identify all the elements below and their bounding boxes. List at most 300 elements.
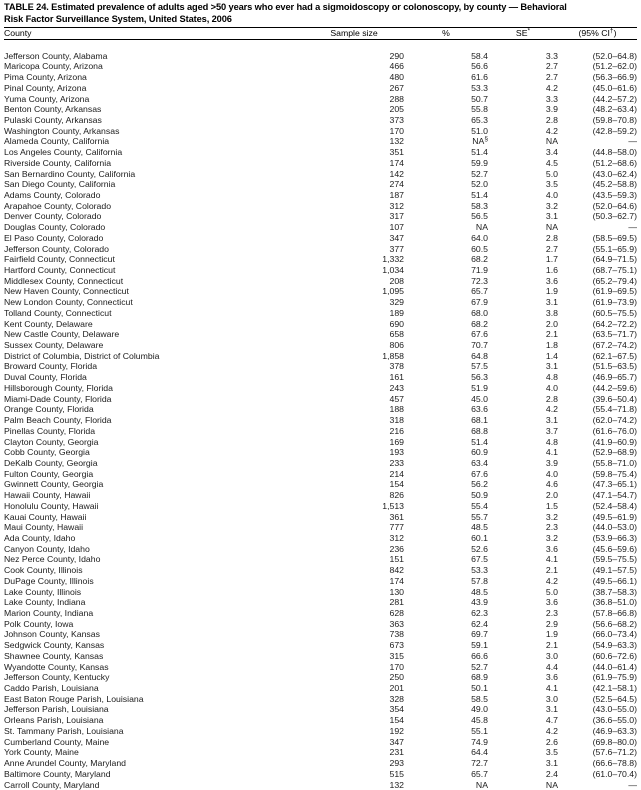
- cell-county: [4, 640, 304, 651]
- cell-county: [4, 608, 304, 619]
- cell-se-value: 4.1: [546, 447, 558, 457]
- cell-sample-size: [304, 265, 404, 276]
- cell-percent-value: 51.9: [471, 383, 488, 393]
- cell-sample-size: [304, 297, 404, 308]
- cell-se: [488, 179, 558, 190]
- cell-se-value: 3.1: [546, 758, 558, 768]
- cell-percent: [404, 265, 488, 276]
- cell-county-value: Marion County, Indiana: [4, 608, 93, 618]
- table-row: [4, 758, 637, 769]
- cell-se-value: 3.1: [546, 361, 558, 371]
- cell-percent: [404, 715, 488, 726]
- table-row: [4, 437, 637, 448]
- cell-ci-value: (44.2–59.6): [593, 383, 637, 393]
- cell-county: [4, 554, 304, 565]
- cell-county: [4, 512, 304, 523]
- cell-ci: [558, 447, 637, 458]
- cell-sample-size-value: 236: [390, 544, 405, 554]
- cell-se-value: 3.7: [546, 426, 558, 436]
- cell-county: [4, 704, 304, 715]
- table-row: [4, 179, 637, 190]
- table-row: [4, 233, 637, 244]
- cell-se-value: 2.1: [546, 565, 558, 575]
- cell-ci-value: (56.3–66.9): [593, 72, 637, 82]
- cell-county-value: Cook County, Illinois: [4, 565, 83, 575]
- cell-percent-value: 62.3: [471, 608, 488, 618]
- cell-percent-value: 65.7: [471, 769, 488, 779]
- cell-se-value: 1.9: [546, 286, 558, 296]
- cell-percent: [404, 115, 488, 126]
- cell-se-value: 1.6: [546, 265, 558, 275]
- cell-percent: [404, 211, 488, 222]
- cell-percent-value: 71.9: [471, 265, 488, 275]
- cell-ci: [558, 179, 637, 190]
- cell-percent-value: 52.0: [471, 179, 488, 189]
- cell-county: [4, 383, 304, 394]
- cell-se: [488, 233, 558, 244]
- cell-ci-value: (59.5–75.5): [593, 554, 637, 564]
- cell-percent: [404, 147, 488, 158]
- cell-county: [4, 276, 304, 287]
- cell-ci: [558, 254, 637, 265]
- cell-sample-size: [304, 469, 404, 480]
- cell-county: [4, 683, 304, 694]
- cell-sample-size: [304, 512, 404, 523]
- cell-percent: [404, 308, 488, 319]
- cell-ci-value: (47.3–65.1): [593, 479, 637, 489]
- table-row: [4, 608, 637, 619]
- cell-county-value: DuPage County, Illinois: [4, 576, 94, 586]
- cell-county-value: New London County, Connecticut: [4, 297, 133, 307]
- cell-percent-value: 56.5: [471, 211, 488, 221]
- table-row: [4, 672, 637, 683]
- cell-se-value: 4.7: [546, 715, 558, 725]
- table-row: [4, 265, 637, 276]
- cell-county-value: Maricopa County, Arizona: [4, 61, 103, 71]
- table-title-line2: Risk Factor Surveillance System, United States, 2006: [4, 14, 232, 24]
- cell-sample-size-value: 466: [390, 61, 405, 71]
- cell-sample-size-value: 154: [390, 479, 405, 489]
- cell-sample-size-value: 315: [390, 651, 405, 661]
- cell-sample-size-value: 170: [390, 126, 405, 136]
- cell-percent: [404, 780, 488, 790]
- table-row: [4, 780, 637, 790]
- cell-county: [4, 297, 304, 308]
- cell-se-value: 3.9: [546, 458, 558, 468]
- cell-ci-value: (61.6–76.0): [593, 426, 637, 436]
- cell-se-value: 4.2: [546, 126, 558, 136]
- cell-sample-size: [304, 308, 404, 319]
- cell-ci-value: (59.8–75.4): [593, 469, 637, 479]
- cell-se-value: 2.0: [546, 319, 558, 329]
- cell-ci: [558, 747, 637, 758]
- cell-percent: [404, 383, 488, 394]
- cell-sample-size: [304, 394, 404, 405]
- cell-percent-value: 70.7: [471, 340, 488, 350]
- cell-se-value: 3.2: [546, 533, 558, 543]
- cell-se-value: 2.8: [546, 394, 558, 404]
- cell-county: [4, 190, 304, 201]
- cell-county-value: Honolulu County, Hawaii: [4, 501, 98, 511]
- cell-county: [4, 244, 304, 255]
- cell-sample-size-value: 233: [390, 458, 405, 468]
- cell-ci: [558, 769, 637, 780]
- cell-ci: [558, 329, 637, 340]
- table-row: [4, 469, 637, 480]
- cell-county-value: Maui County, Hawaii: [4, 522, 83, 532]
- cell-county-value: Sussex County, Delaware: [4, 340, 103, 350]
- cell-se-value: 4.0: [546, 383, 558, 393]
- cell-percent-value: 56.3: [471, 372, 488, 382]
- cell-sample-size-value: 373: [390, 115, 405, 125]
- cell-se-value: 2.9: [546, 619, 558, 629]
- cell-ci: [558, 737, 637, 748]
- cell-percent: [404, 437, 488, 448]
- cell-se: [488, 629, 558, 640]
- cell-sample-size: [304, 244, 404, 255]
- cell-county-value: Lake County, Indiana: [4, 597, 85, 607]
- cell-ci: [558, 211, 637, 222]
- cell-county: [4, 747, 304, 758]
- cell-sample-size-value: 267: [390, 83, 405, 93]
- cell-ci: [558, 319, 637, 330]
- cell-ci: [558, 672, 637, 683]
- cell-sample-size-value: 658: [390, 329, 405, 339]
- cell-county: [4, 115, 304, 126]
- cell-sample-size-value: 205: [390, 104, 405, 114]
- cell-sample-size: [304, 704, 404, 715]
- cell-sample-size: [304, 404, 404, 415]
- cell-percent: [404, 479, 488, 490]
- cell-ci-value: (66.0–73.4): [593, 629, 637, 639]
- cell-percent: [404, 769, 488, 780]
- cell-percent: [404, 672, 488, 683]
- cell-sample-size-value: 347: [390, 737, 405, 747]
- cell-se: [488, 426, 558, 437]
- cell-county-value: York County, Maine: [4, 747, 79, 757]
- cell-se-value: 1.5: [546, 501, 558, 511]
- cell-se: [488, 329, 558, 340]
- column-header-sample-size: Sample size: [304, 28, 404, 39]
- cell-ci-value: (50.3–62.7): [593, 211, 637, 221]
- cell-percent-value: 51.4: [471, 190, 488, 200]
- cell-ci: [558, 651, 637, 662]
- cell-se-value: 2.3: [546, 522, 558, 532]
- cell-sample-size-value: 1,034: [382, 265, 404, 275]
- table-row: [4, 651, 637, 662]
- cell-se-value: NA: [546, 136, 558, 146]
- cell-percent-value: 56.2: [471, 479, 488, 489]
- cell-county-value: Adams County, Colorado: [4, 190, 100, 200]
- table-row: [4, 351, 637, 362]
- cell-county-value: Pima County, Arizona: [4, 72, 87, 82]
- cell-sample-size-value: 161: [390, 372, 405, 382]
- cell-se-value: 4.8: [546, 437, 558, 447]
- column-header-county: County: [4, 28, 304, 39]
- cell-se-value: 2.7: [546, 72, 558, 82]
- table-row: [4, 286, 637, 297]
- cell-county-value: Kauai County, Hawaii: [4, 512, 86, 522]
- cell-ci: [558, 629, 637, 640]
- cell-county: [4, 672, 304, 683]
- cell-county: [4, 533, 304, 544]
- cell-se-value: 2.6: [546, 737, 558, 747]
- prevalence-table: [4, 28, 637, 39]
- cell-sample-size-value: 250: [390, 672, 405, 682]
- cell-county-value: East Baton Rouge Parish, Louisiana: [4, 694, 144, 704]
- cell-se: [488, 254, 558, 265]
- cell-se-value: 1.9: [546, 629, 558, 639]
- cell-sample-size-value: 378: [390, 361, 405, 371]
- cell-se-value: 4.1: [546, 554, 558, 564]
- cell-ci: [558, 469, 637, 480]
- cell-percent-value: 72.3: [471, 276, 488, 286]
- cell-county-value: Alameda County, California: [4, 136, 109, 146]
- table-spacer-row: [4, 40, 637, 51]
- cell-county: [4, 265, 304, 276]
- cell-county-value: Washington County, Arkansas: [4, 126, 119, 136]
- cell-percent: [404, 351, 488, 362]
- table-row: [4, 104, 637, 115]
- cell-sample-size: [304, 479, 404, 490]
- cell-ci-value: (46.9–65.7): [593, 372, 637, 382]
- table-row: [4, 533, 637, 544]
- cell-percent-value: 65.3: [471, 115, 488, 125]
- cell-se: [488, 672, 558, 683]
- column-header-ci-footnote: †: [610, 28, 614, 35]
- cell-percent-value: 61.6: [471, 72, 488, 82]
- cell-county: [4, 158, 304, 169]
- cell-ci: [558, 383, 637, 394]
- cell-ci: [558, 458, 637, 469]
- cell-county-value: Canyon County, Idaho: [4, 544, 90, 554]
- cell-sample-size-value: 231: [390, 747, 405, 757]
- table-row: [4, 147, 637, 158]
- cell-sample-size: [304, 94, 404, 105]
- cell-sample-size-value: 673: [390, 640, 405, 650]
- cell-ci: [558, 587, 637, 598]
- cell-sample-size: [304, 115, 404, 126]
- cell-county: [4, 372, 304, 383]
- cell-percent-value: 52.7: [471, 662, 488, 672]
- cell-ci: [558, 94, 637, 105]
- cell-sample-size: [304, 201, 404, 212]
- cell-percent-value: 55.7: [471, 512, 488, 522]
- cell-ci-value: (49.5–61.9): [593, 512, 637, 522]
- cell-county-value: Palm Beach County, Florida: [4, 415, 112, 425]
- cell-county: [4, 351, 304, 362]
- table-row: [4, 297, 637, 308]
- cell-ci: [558, 437, 637, 448]
- cell-percent: [404, 469, 488, 480]
- cell-se: [488, 415, 558, 426]
- cell-county-value: El Paso County, Colorado: [4, 233, 103, 243]
- cell-ci: [558, 522, 637, 533]
- table-row: [4, 190, 637, 201]
- cell-sample-size: [304, 426, 404, 437]
- cell-percent: [404, 576, 488, 587]
- cell-se: [488, 587, 558, 598]
- cell-percent: [404, 704, 488, 715]
- cell-ci-value: (44.2–57.2): [593, 94, 637, 104]
- table-row: [4, 222, 637, 233]
- cell-percent: [404, 276, 488, 287]
- cell-percent: [404, 297, 488, 308]
- cell-se: [488, 383, 558, 394]
- cell-county-value: Orleans Parish, Louisiana: [4, 715, 103, 725]
- cell-county-value: Jefferson Parish, Louisiana: [4, 704, 109, 714]
- cell-county: [4, 94, 304, 105]
- cell-se-value: 2.8: [546, 115, 558, 125]
- cell-percent-value: 74.9: [471, 737, 488, 747]
- cell-ci: [558, 340, 637, 351]
- table-row: [4, 404, 637, 415]
- column-header-ci: [558, 28, 637, 39]
- cell-se-value: 3.9: [546, 104, 558, 114]
- cell-county: [4, 201, 304, 212]
- cell-percent-value: 51.0: [471, 126, 488, 136]
- cell-percent: [404, 51, 488, 62]
- cell-county-value: Jefferson County, Kentucky: [4, 672, 109, 682]
- cell-se: [488, 533, 558, 544]
- cell-ci: [558, 115, 637, 126]
- cell-sample-size-value: 328: [390, 694, 405, 704]
- cell-ci-value: (51.2–68.6): [593, 158, 637, 168]
- cell-percent: [404, 737, 488, 748]
- cell-sample-size-value: 347: [390, 233, 405, 243]
- table-row: [4, 394, 637, 405]
- cell-county: [4, 737, 304, 748]
- cell-percent: [404, 104, 488, 115]
- cell-sample-size-value: 214: [390, 469, 405, 479]
- cell-ci-value: (68.7–75.1): [593, 265, 637, 275]
- table-row: [4, 597, 637, 608]
- cell-sample-size: [304, 597, 404, 608]
- cell-se-value: 3.2: [546, 512, 558, 522]
- cell-se: [488, 737, 558, 748]
- table-header: [4, 28, 637, 39]
- cell-county: [4, 651, 304, 662]
- cell-sample-size-value: 154: [390, 715, 405, 725]
- cell-percent: [404, 190, 488, 201]
- table-row: [4, 683, 637, 694]
- cell-ci: [558, 126, 637, 137]
- cell-ci: [558, 544, 637, 555]
- cell-se: [488, 726, 558, 737]
- cell-sample-size-value: 281: [390, 597, 405, 607]
- cell-county-value: San Diego County, California: [4, 179, 115, 189]
- cell-percent-value: 50.7: [471, 94, 488, 104]
- cell-se-value: 4.2: [546, 726, 558, 736]
- cell-se-value: 3.1: [546, 415, 558, 425]
- cell-county: [4, 179, 304, 190]
- cell-county: [4, 136, 304, 147]
- cell-percent-value: 55.8: [471, 104, 488, 114]
- cell-se-value: 1.8: [546, 340, 558, 350]
- cell-se-value: 5.0: [546, 587, 558, 597]
- cell-county-value: Carroll County, Maryland: [4, 780, 99, 790]
- table-row: [4, 383, 637, 394]
- cell-se-value: 3.6: [546, 276, 558, 286]
- cell-se: [488, 715, 558, 726]
- cell-county-value: Yuma County, Arizona: [4, 94, 89, 104]
- cell-percent-value: 48.5: [471, 587, 488, 597]
- cell-ci-value: —: [628, 780, 637, 790]
- cell-se: [488, 351, 558, 362]
- cell-percent: [404, 447, 488, 458]
- cell-county: [4, 758, 304, 769]
- cell-se: [488, 522, 558, 533]
- table-row: [4, 726, 637, 737]
- cell-county-value: Gwinnett County, Georgia: [4, 479, 103, 489]
- cell-ci-value: (57.6–71.2): [593, 747, 637, 757]
- cell-percent-value: 58.5: [471, 694, 488, 704]
- cell-percent-value: 62.4: [471, 619, 488, 629]
- cell-county: [4, 233, 304, 244]
- cell-se-value: 4.1: [546, 683, 558, 693]
- cell-se: [488, 72, 558, 83]
- cell-se: [488, 147, 558, 158]
- cell-sample-size: [304, 190, 404, 201]
- cell-percent: [404, 94, 488, 105]
- table-row: [4, 276, 637, 287]
- cell-county: [4, 597, 304, 608]
- cell-county: [4, 72, 304, 83]
- cell-se: [488, 286, 558, 297]
- cell-percent: [404, 244, 488, 255]
- cell-sample-size-value: 354: [390, 704, 405, 714]
- cell-percent: [404, 179, 488, 190]
- cell-se: [488, 490, 558, 501]
- cell-ci: [558, 608, 637, 619]
- cell-sample-size: [304, 758, 404, 769]
- cell-ci-value: (44.0–53.0): [593, 522, 637, 532]
- cell-ci: [558, 780, 637, 790]
- cell-county-value: Sedgwick County, Kansas: [4, 640, 104, 650]
- cell-ci: [558, 576, 637, 587]
- cell-se: [488, 447, 558, 458]
- cell-sample-size-value: 738: [390, 629, 405, 639]
- cell-percent-value: 58.4: [471, 51, 488, 61]
- cell-county-value: San Bernardino County, California: [4, 169, 135, 179]
- cell-ci: [558, 415, 637, 426]
- cell-percent: [404, 608, 488, 619]
- cell-se: [488, 576, 558, 587]
- table-row: [4, 737, 637, 748]
- table-row: [4, 211, 637, 222]
- cell-sample-size-value: 1,095: [382, 286, 404, 296]
- cell-sample-size-value: 628: [390, 608, 405, 618]
- cell-ci: [558, 190, 637, 201]
- cell-se-value: 2.0: [546, 490, 558, 500]
- cell-sample-size: [304, 683, 404, 694]
- cell-se-value: 2.3: [546, 608, 558, 618]
- cell-se: [488, 308, 558, 319]
- cell-ci-value: (65.2–79.4): [593, 276, 637, 286]
- cell-sample-size: [304, 329, 404, 340]
- cell-se-value: 4.5: [546, 158, 558, 168]
- cell-percent: [404, 694, 488, 705]
- cell-percent: [404, 512, 488, 523]
- cell-se-value: 4.8: [546, 372, 558, 382]
- cell-sample-size-value: 243: [390, 383, 405, 393]
- cell-percent-value: 69.7: [471, 629, 488, 639]
- cell-se: [488, 469, 558, 480]
- cell-percent-value: 68.0: [471, 308, 488, 318]
- cell-county-value: New Castle County, Delaware: [4, 329, 119, 339]
- cell-percent-value: 45.8: [471, 715, 488, 725]
- cell-ci-value: (52.0–64.8): [593, 51, 637, 61]
